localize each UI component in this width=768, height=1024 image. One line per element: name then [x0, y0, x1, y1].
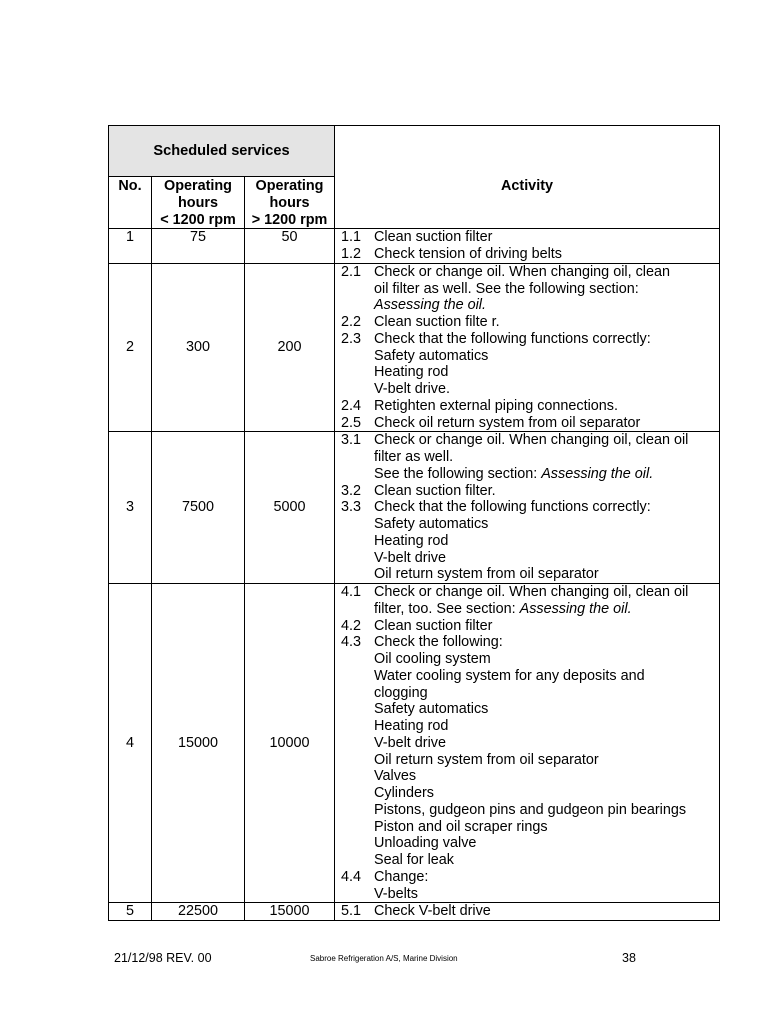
item-text [374, 618, 719, 635]
cell-hours-high: 200 [245, 263, 335, 432]
item-line: Check or change oil. When changing oil, clean oil [374, 584, 689, 600]
cell-activity [335, 432, 720, 584]
table-row [109, 903, 720, 921]
item-italic: Assessing the oil. [374, 297, 486, 314]
item-line: Clean suction filter. [374, 482, 496, 499]
item-line: Cylinders [374, 785, 434, 801]
header-op-hours-high [245, 177, 335, 229]
item-line: Valves [374, 768, 417, 785]
item-line: V-belt drive [374, 734, 446, 751]
footer-company: Sabroe Refrigeration A/S, Marine Division [310, 954, 458, 963]
item-text [374, 415, 719, 432]
item-prefix: See the following section: [374, 465, 542, 482]
item-line: Check that the following functions correctly: [374, 499, 651, 516]
cell-no: 5 [109, 903, 152, 921]
activity-item [341, 618, 719, 635]
item-text [374, 398, 719, 415]
item-number: 2.4 [341, 397, 362, 414]
cell-hours-high: 5000 [245, 432, 335, 584]
item-text [374, 869, 719, 903]
activity-item [341, 903, 719, 920]
activity-item [341, 398, 719, 415]
activity-item [341, 314, 719, 331]
item-number: 3.1 [341, 432, 362, 449]
cell-hours-low: 75 [152, 229, 245, 264]
item-line: Change: [374, 868, 429, 885]
activity-item [341, 634, 719, 869]
item-line: clogging [374, 684, 428, 701]
item-text [374, 584, 719, 618]
item-line: Oil return system from oil separator [374, 751, 599, 768]
item-number: 3.2 [341, 482, 362, 499]
item-number: 1.1 [341, 229, 362, 246]
activity-item [341, 264, 719, 314]
header-line: < 1200 rpm [160, 211, 236, 228]
cell-hours-low: 7500 [152, 432, 245, 584]
cell-hours-high: 15000 [245, 903, 335, 921]
item-line: Check V-belt drive [374, 903, 491, 920]
item-line: Check that the following functions correctly: [374, 330, 651, 347]
table-row [109, 263, 720, 432]
item-line [374, 601, 719, 618]
cell-no: 3 [109, 432, 152, 584]
item-number: 5.1 [341, 903, 362, 920]
item-line: Heating rod [374, 364, 449, 381]
item-line: V-belt drive. [374, 381, 450, 397]
item-number: 4.3 [341, 634, 362, 651]
cell-hours-high: 10000 [245, 584, 335, 903]
item-line: Clean suction filte r. [374, 314, 500, 330]
activity-item [341, 432, 719, 482]
item-line: Clean suction filter [374, 229, 493, 246]
item-line: Safety automatics [374, 701, 489, 718]
item-text [374, 264, 719, 314]
cell-activity [335, 263, 720, 432]
item-text [374, 314, 719, 331]
item-line: Oil cooling system [374, 651, 491, 667]
table-row [109, 229, 720, 264]
item-line: Seal for leak [374, 852, 454, 868]
cell-no: 4 [109, 584, 152, 903]
activity-header-top [335, 126, 720, 177]
item-line: oil filter as well. See the following section: [374, 280, 639, 297]
item-number: 1.2 [341, 246, 362, 262]
table-row [109, 432, 720, 584]
cell-no: 2 [109, 263, 152, 432]
activity-item [341, 331, 719, 398]
cell-activity [335, 903, 720, 921]
activity-item [341, 415, 719, 432]
item-number: 4.2 [341, 617, 362, 634]
item-number: 2.3 [341, 330, 362, 347]
item-text [374, 483, 719, 500]
activity-item [341, 499, 719, 583]
table-row [109, 584, 720, 903]
item-line: Water cooling system for any deposits and [374, 667, 645, 684]
footer-date: 21/12/98 REV. 00 [114, 951, 212, 965]
item-number: 4.1 [341, 584, 362, 600]
cell-activity [335, 229, 720, 264]
header-line: hours [178, 194, 218, 211]
cell-hours-high: 50 [245, 229, 335, 264]
header-op-hours-low [152, 177, 245, 229]
cell-hours-low: 22500 [152, 903, 245, 921]
cell-no: 1 [109, 229, 152, 264]
item-line: Check tension of driving belts [374, 246, 562, 262]
header-line: hours [269, 194, 310, 211]
item-line: Check or change oil. When changing oil, clean [374, 263, 670, 280]
item-text [374, 331, 719, 398]
item-number: 2.2 [341, 314, 362, 330]
activity-item [341, 869, 719, 903]
item-text [374, 432, 719, 482]
item-line: Check the following: [374, 634, 503, 651]
header-line: Operating [164, 178, 232, 194]
item-line: V-belt drive [374, 549, 446, 566]
item-line [374, 297, 719, 314]
item-line: Retighten external piping connections. [374, 397, 619, 414]
item-line [374, 466, 719, 483]
cell-hours-low: 300 [152, 263, 245, 432]
item-number: 3.3 [341, 499, 362, 516]
item-line: Pistons, gudgeon pins and gudgeon pin bearings [374, 801, 687, 818]
item-line: Check oil return system from oil separator [374, 414, 641, 431]
item-line: Safety automatics [374, 516, 489, 532]
item-text [374, 634, 719, 869]
header-line: > 1200 rpm [251, 211, 328, 228]
item-text [374, 229, 719, 246]
item-italic: Assessing the oil. [519, 600, 632, 617]
footer-page-number: 38 [622, 951, 636, 965]
header-line: Operating [255, 178, 324, 194]
item-line: V-belts [374, 885, 418, 902]
item-line: Safety automatics [374, 347, 489, 364]
item-line: Clean suction filter [374, 617, 493, 634]
item-line: filter as well. [374, 449, 454, 465]
item-line: Heating rod [374, 718, 449, 734]
table-title: Scheduled services [109, 126, 335, 177]
item-line: Piston and oil scraper rings [374, 818, 548, 835]
cell-hours-low: 15000 [152, 584, 245, 903]
item-italic: Assessing the oil. [541, 465, 654, 482]
item-line: Oil return system from oil separator [374, 566, 599, 583]
activity-item [341, 483, 719, 500]
cell-activity [335, 584, 720, 903]
item-line: Heating rod [374, 532, 449, 549]
item-line: Unloading valve [374, 835, 477, 852]
item-prefix: filter, too. See section: [374, 600, 520, 617]
header-no: No. [109, 177, 152, 229]
item-number: 2.1 [341, 263, 362, 280]
service-rows [109, 229, 720, 921]
item-number: 4.4 [341, 868, 362, 885]
activity-item [341, 246, 719, 263]
header-activity: Activity [335, 177, 720, 229]
activity-item [341, 584, 719, 618]
item-text [374, 499, 719, 583]
item-line: Check or change oil. When changing oil, clean oil [374, 432, 689, 449]
activity-item [341, 229, 719, 246]
item-number: 2.5 [341, 414, 362, 431]
item-text [374, 246, 719, 263]
scheduled-services-table [108, 125, 720, 921]
item-text [374, 903, 719, 920]
